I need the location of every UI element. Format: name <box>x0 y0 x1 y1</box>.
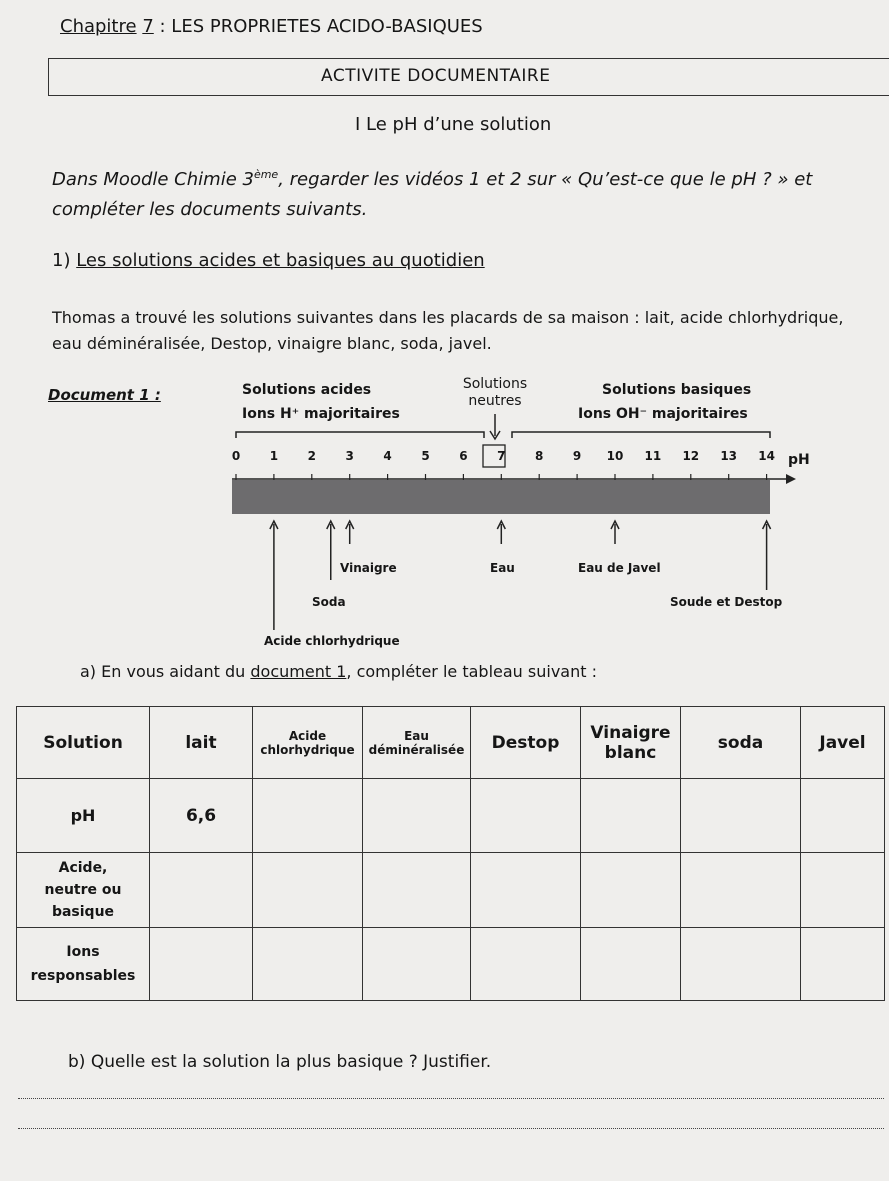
acid-bracket <box>236 432 484 438</box>
section-title: I Le pH d’une solution <box>355 114 552 135</box>
table-cell[interactable] <box>471 928 581 1001</box>
table-cell[interactable] <box>801 779 885 853</box>
question-a-suffix: , compléter le tableau suivant : <box>346 662 597 681</box>
table-cell[interactable] <box>253 853 363 928</box>
table-cell[interactable] <box>581 779 681 853</box>
table-cell[interactable] <box>150 928 253 1001</box>
part-1-title: Les solutions acides et basiques au quotidien <box>76 250 485 271</box>
marker-eau-de-javel: Eau de Javel <box>578 561 661 575</box>
table-cell[interactable]: 6,6 <box>150 779 253 853</box>
table-cell[interactable] <box>581 928 681 1001</box>
intro-instructions: Dans Moodle Chimie 3ème, regarder les vidéos 1 et 2 sur « Qu’est-ce que le pH ? » et compléter les documents suivants. <box>52 168 813 220</box>
table-cell[interactable] <box>681 853 801 928</box>
ph-tick-label: 13 <box>720 449 738 463</box>
table-cell[interactable] <box>363 779 471 853</box>
table-cell[interactable] <box>150 853 253 928</box>
table-row <box>17 928 885 1001</box>
document-1-label: Document 1 : <box>48 386 161 404</box>
ph-tick-label: 10 <box>606 449 624 463</box>
marker-acide-chlorhydrique: Acide chlorhydrique <box>264 634 400 648</box>
ph-axis-arrowhead <box>786 474 796 484</box>
table-cell[interactable] <box>801 928 885 1001</box>
neutral-title-line-1: Solutions <box>462 376 528 392</box>
table-cell[interactable] <box>471 853 581 928</box>
answer-line[interactable] <box>18 1128 884 1129</box>
base-bracket <box>512 432 770 438</box>
marker-soude-destop: Soude et Destop <box>670 595 783 609</box>
marker-eau: Eau <box>490 561 515 575</box>
acid-subtitle: Ions H⁺ majoritaires <box>242 406 400 422</box>
chapter-title: : LES PROPRIETES ACIDO-BASIQUES <box>159 16 483 37</box>
table-cell[interactable] <box>253 928 363 1001</box>
row-label: pH <box>17 779 150 853</box>
question-a <box>80 662 597 681</box>
table-header-row <box>17 707 885 779</box>
ph-gradient-bar <box>232 480 770 514</box>
table-cell[interactable] <box>253 779 363 853</box>
base-title: Solutions basiques <box>602 382 752 398</box>
header-cell: Javel <box>801 707 885 779</box>
chapter-label: Chapitre <box>60 16 137 37</box>
ph-axis-label: pH <box>788 452 810 468</box>
table-cell[interactable] <box>471 779 581 853</box>
header-cell: Acide chlorhydrique <box>253 707 363 779</box>
question-b: b) Quelle est la solution la plus basique ? Justifier. <box>68 1052 492 1072</box>
table-cell[interactable] <box>681 779 801 853</box>
answer-table <box>16 706 885 1001</box>
header-cell: Solution <box>17 707 150 779</box>
table-row <box>17 779 885 853</box>
ph-tick-label: 5 <box>421 449 430 463</box>
part-1-number: 1) <box>52 250 71 271</box>
acid-title: Solutions acides <box>242 382 372 398</box>
ph-tick-label: 14 <box>758 449 775 463</box>
ph-tick-label: 12 <box>682 449 700 463</box>
table-cell[interactable] <box>363 853 471 928</box>
table-cell[interactable] <box>681 928 801 1001</box>
chapter-number: 7 <box>142 16 154 37</box>
header-cell: Vinaigre blanc <box>581 707 681 779</box>
answer-line[interactable] <box>18 1098 884 1099</box>
context-paragraph: Thomas a trouvé les solutions suivantes dans les placards de sa maison : lait, acide chlorhydrique, eau déminéralisée, Destop, vinaigre blanc, soda, javel. <box>52 308 844 353</box>
header-cell: Destop <box>471 707 581 779</box>
ph-tick-label: 11 <box>644 449 662 463</box>
ph-tick-label: 7 <box>497 449 506 463</box>
table-cell[interactable] <box>581 853 681 928</box>
ph-tick-label: 1 <box>269 449 279 463</box>
row-label: Acide, neutre ou basique <box>17 853 150 928</box>
ph-tick-label: 0 <box>231 449 241 463</box>
header-cell: lait <box>150 707 253 779</box>
question-a-link: document 1 <box>250 662 347 681</box>
neutral-title-line-2: neutres <box>468 393 522 409</box>
header-cell: Eau déminéralisée <box>363 707 471 779</box>
ph-tick-label: 3 <box>345 449 354 463</box>
table-cell[interactable] <box>801 853 885 928</box>
ph-tick-label: 8 <box>535 449 544 463</box>
banner-text: ACTIVITE DOCUMENTAIRE <box>321 66 551 86</box>
base-subtitle: Ions OH⁻ majoritaires <box>578 406 748 422</box>
ph-tick-label: 6 <box>459 449 468 463</box>
table-row <box>17 853 885 928</box>
header-cell: soda <box>681 707 801 779</box>
table-cell[interactable] <box>363 928 471 1001</box>
ph-tick-label: 4 <box>383 449 392 463</box>
ph-tick-label: 9 <box>572 449 582 463</box>
row-label: Ions responsables <box>17 928 150 1001</box>
ph-tick-label: 2 <box>307 449 316 463</box>
question-a-prefix: a) En vous aidant du <box>80 662 246 681</box>
marker-vinaigre: Vinaigre <box>340 561 397 575</box>
marker-soda: Soda <box>312 595 346 609</box>
